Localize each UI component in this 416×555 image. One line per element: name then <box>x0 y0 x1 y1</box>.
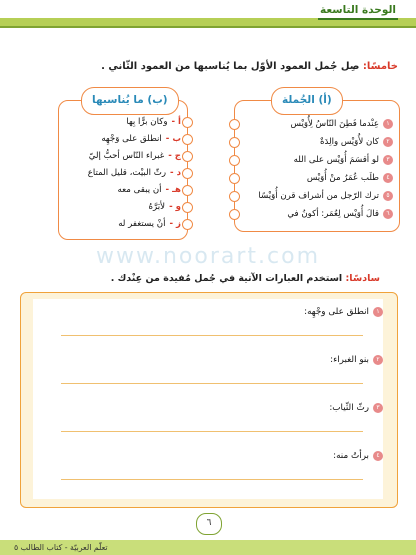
connector-hole[interactable] <box>229 137 240 148</box>
column-a-item-text: قالَ أُوَيْس لِعُمَر: أكونُ في <box>287 209 379 219</box>
item-number-badge: ٤ <box>383 173 393 183</box>
column-a-item-text: عِنْدما فَطِنَ النّاسُ لِأُوَيْس <box>290 119 379 129</box>
exercise-panel <box>20 292 398 508</box>
exercise-item-text: بنو الغبراء: <box>330 355 369 365</box>
item-number-badge: ١ <box>373 307 383 317</box>
column-a-box <box>234 94 400 232</box>
item-letter: د - <box>170 168 181 178</box>
connector-hole[interactable] <box>182 219 193 230</box>
connector-hole[interactable] <box>182 202 193 213</box>
exercise-item-text: رثّ الثّياب: <box>329 403 369 413</box>
footer-book-title: تعلّم العربيّة - كتاب الطالب ٥ <box>14 543 108 552</box>
connector-hole[interactable] <box>182 185 193 196</box>
exercise-writing-area <box>33 299 383 499</box>
column-a-item <box>294 153 393 167</box>
exercise-item-text: برأتُ منه: <box>333 451 369 461</box>
item-number-badge: ٢ <box>373 355 383 365</box>
item-number-badge: ٣ <box>373 403 383 413</box>
column-a-item-text: ترك الرّجل من أشراف قرن أُوَيْسًا <box>258 191 379 201</box>
column-b-item <box>126 115 181 129</box>
item-letter: ز - <box>169 219 181 229</box>
column-a-item <box>287 207 393 221</box>
answer-line[interactable] <box>61 335 363 336</box>
item-letter: ب - <box>165 134 181 144</box>
column-b-item-text: وكان برًّا بِها <box>126 117 168 127</box>
column-a-item-text: كان لأُوَيْس والِدَةٌ <box>319 137 379 147</box>
column-b-item-text: رثّ البيْت، قليل المتاع <box>87 168 167 178</box>
column-a-title: (أ) الجُملة <box>271 87 343 115</box>
connector-hole[interactable] <box>229 173 240 184</box>
header-rule <box>0 26 416 28</box>
column-b-box <box>58 94 188 240</box>
column-b-item-text: أن يبقى معه <box>117 185 162 195</box>
connector-hole[interactable] <box>182 117 193 128</box>
section6-instruction <box>20 272 380 285</box>
column-b-item <box>89 149 181 163</box>
section5-label: خامسًا: <box>362 61 398 72</box>
column-a-item-text: لو أقسَمَ أُوَيْس على الله <box>293 155 379 165</box>
connector-hole[interactable] <box>229 209 240 220</box>
connector-hole[interactable] <box>182 151 193 162</box>
watermark: www.noorart.com <box>96 244 320 269</box>
exercise-item <box>329 401 383 415</box>
connector-hole[interactable] <box>182 134 193 145</box>
column-b-item <box>101 132 181 146</box>
column-a-item <box>258 189 393 203</box>
item-letter: هـ - <box>165 185 181 195</box>
column-b-title: (ب) ما يُناسبها <box>81 87 179 115</box>
connector-hole[interactable] <box>229 155 240 166</box>
section5-instruction <box>18 60 398 74</box>
answer-line[interactable] <box>61 383 363 384</box>
item-number-badge: ٣ <box>383 155 393 165</box>
column-a-item <box>307 171 393 185</box>
column-b-item <box>88 166 181 180</box>
item-letter: أ - <box>171 117 181 127</box>
item-number-badge: ٥ <box>383 191 393 201</box>
unit-title: الوحدة التاسعة <box>318 3 398 20</box>
item-letter: ج - <box>168 151 181 161</box>
item-letter: و - <box>169 202 181 212</box>
answer-line[interactable] <box>61 479 363 480</box>
section5-text: صِل جُمل العمود الأوّل بما يُناسبها من العمود الثّاني . <box>101 61 360 72</box>
connector-hole[interactable] <box>229 119 240 130</box>
column-b-item-text: أنْ يستغفر له <box>118 219 166 229</box>
item-number-badge: ٦ <box>383 209 393 219</box>
exercise-item <box>330 353 383 367</box>
section6-text: استخدم العبارات الآتية في جُمل مُفيدة من عِنْدك . <box>110 273 343 284</box>
exercise-item <box>333 449 383 463</box>
section6-label: سادسًا: <box>345 273 380 284</box>
connector-hole[interactable] <box>182 168 193 179</box>
exercise-item <box>304 305 383 319</box>
column-b-item <box>118 183 181 197</box>
item-number-badge: ١ <box>383 119 393 129</box>
column-a-item-text: طلَب عُمَرُ منْ أُوَيْس <box>306 173 379 183</box>
column-b-item-text: غبراء النّاس أحبُّ إليّ <box>88 151 165 161</box>
column-b-item <box>149 200 181 214</box>
column-b-item-text: انطلق على وَجْهِه <box>101 134 162 144</box>
exercise-item-text: انطلق على وجْهِه: <box>304 307 369 317</box>
column-b-item-text: لأبَرَّهُ <box>148 202 166 212</box>
answer-line[interactable] <box>61 431 363 432</box>
column-a-item <box>291 117 393 131</box>
page-number: ٦ <box>196 513 222 535</box>
column-a-item <box>320 135 393 149</box>
item-number-badge: ٤ <box>373 451 383 461</box>
connector-hole[interactable] <box>229 191 240 202</box>
column-b-item <box>118 217 181 231</box>
item-number-badge: ٢ <box>383 137 393 147</box>
